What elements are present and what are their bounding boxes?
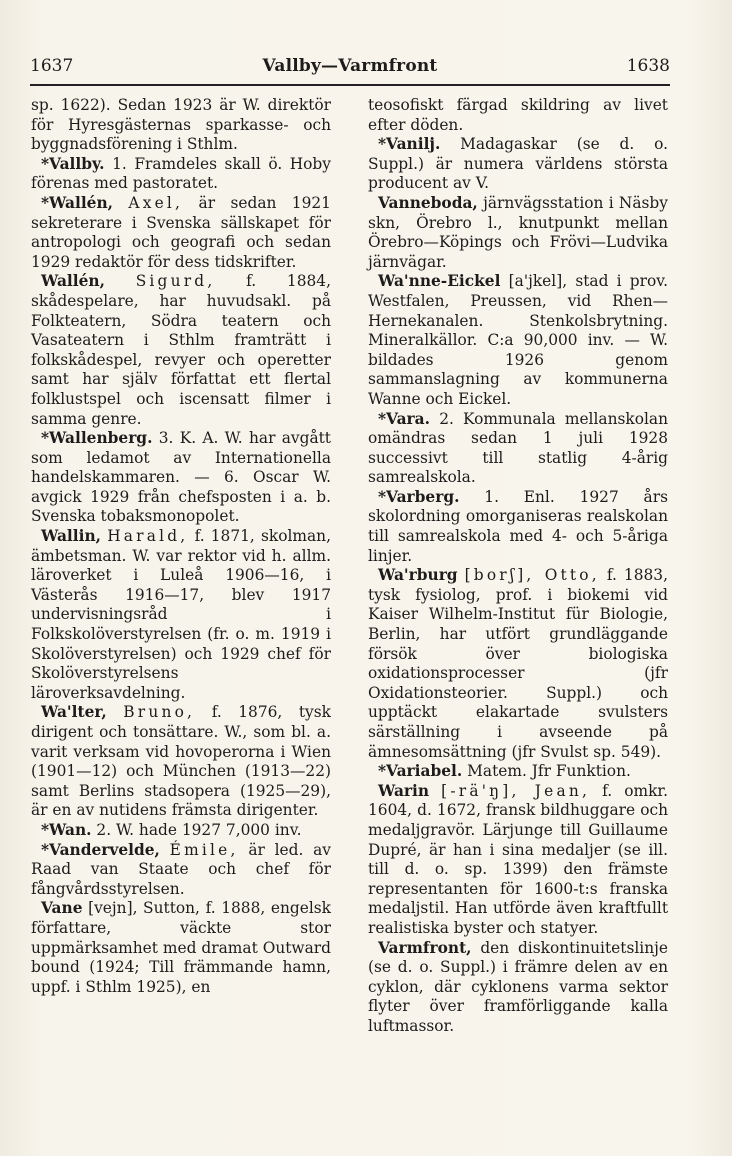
entry-text: är led. av Raad van Staate och chef för fångvårdsstyrelsen. [31, 840, 331, 898]
entry-forename: Sigurd, [135, 272, 216, 291]
entry [31, 194, 331, 272]
entry-text: f. 1883, tysk fysiolog, prof. i biokemi vid Kaiser Wilhelm-Institut für Biologie, Berlin, har utfört grundläggande försök över biologiska oxidationsprocesser (jfr Oxidationsteorier. Suppl.) och upptäckt elakartade svulsters särställning i avseende på ämnesomsättning (jfr Svulst sp. 549). [368, 566, 668, 761]
entry-text: Madagaskar (se d. o. Suppl.) är numera världens största producent av V. [368, 135, 668, 193]
entry [368, 488, 668, 566]
entry-text: f. 1888, engelsk författare, väckte stor uppmärksamhet med dramat Outward bound (1924; Till främmande hamn, uppf. i Sthlm 1925), en [31, 899, 331, 996]
left-column [31, 96, 331, 997]
entry [368, 410, 668, 488]
entry-text: teosofiskt färgad skildring av livet efter döden. [368, 96, 668, 134]
entry-forename: [vejn], Sutton, [88, 899, 200, 918]
entry [31, 96, 331, 155]
entry-forename: Axel, [128, 193, 184, 212]
entry-text: 2. Kommunala mellanskolan omändras sedan 1 juli 1928 successivt till statlig 4-årig samrealskola. [368, 409, 668, 487]
entry-forename: Bruno, [123, 703, 196, 722]
entry-headword: Varmfront, [378, 938, 472, 957]
entry-headword: *Vandervelde, [41, 840, 160, 859]
entry-forename: [borʃ], Otto, [464, 566, 600, 585]
entry-text: f. 1884, skådespelare, har huvudsakl. på Folkteatern, Södra teatern och Vasateatern i Sthlm framträtt i folkskådespel, revyer och operetter samt har själv författat ett flertal folklustspel och iscensatt filmer i samma genre. [31, 272, 331, 428]
entry-forename: Émile, [169, 840, 239, 859]
entry-text: järnvägsstation i Näsby skn, Örebro l., knutpunkt mellan Örebro—Köpings och Frövi—Ludvika järnvägar. [368, 193, 668, 271]
entry-text: 3. K. A. W. har avgått som ledamot av Internationella handelskammaren. — 6. Oscar W. avgick 1929 från chefsposten i a. b. Svenska tobaksmonopolet. [31, 429, 331, 526]
entry-text: 1. Enl. 1927 års skolordning omorganiseras realskolan till samrealskola med 4- och 5-åriga linjer. [368, 487, 668, 565]
entry-text: f. 1876, tysk dirigent och tonsättare. W., som bl. a. varit verksam vid hovoperorna i Wien (1901—12) och München (1913—22) samt Berlins stadsopera (1925—29), är en av nutidens främsta dirigenter. [31, 703, 331, 820]
entry-headword: Wa'lter, [41, 703, 107, 722]
right-column [368, 96, 668, 1037]
entry [31, 899, 331, 997]
entry-headword: Vane [41, 899, 83, 918]
entry [31, 841, 331, 900]
entry [368, 96, 668, 135]
entry [31, 429, 331, 527]
page-header [30, 56, 670, 86]
entry-text: den diskontinuitetslinje (se d. o. Suppl.) i främre delen av en cyklon, där cyklonens varma sektor flyter över framförliggande kalla luftmassor. [368, 938, 668, 1035]
entry-headword: Wallin, [41, 527, 102, 546]
entry-headword: Wa'nne-Eickel [378, 272, 501, 291]
entry-text: sp. 1622). Sedan 1923 är W. direktör för Hyresgästernas sparkasse- och byggnadsförening i Sthlm. [31, 96, 331, 154]
entry-headword: Wa'rburg [378, 566, 458, 585]
entry-headword: *Vara. [378, 409, 430, 428]
running-title: Vallby—Varmfront [262, 56, 438, 76]
entry [31, 272, 331, 429]
entry [368, 194, 668, 272]
entry [31, 527, 331, 703]
entry [31, 821, 331, 841]
left-page-number: 1637 [30, 56, 74, 76]
entry-text: är sedan 1921 sekreterare i Svenska sällskapet för antropologi och geografi och sedan 1929 redaktör för dess tidskrifter. [31, 193, 331, 271]
entry-headword: *Variabel. [378, 762, 463, 781]
entry [368, 566, 668, 762]
entry-text: f. omkr. 1604, d. 1672, fransk bildhuggare och medaljgravör. Lärjunge till Guillaume Dupré, är han i sina medaljer (se ill. till d. o. sp. 1399) den främste representanten för 1600-t:s franska medaljstil. Han utförde även kraftfullt realistiska byster och statyer. [368, 781, 668, 937]
entry-headword: *Vallby. [41, 154, 105, 173]
entry [31, 155, 331, 194]
entry-headword: *Varberg. [378, 487, 460, 506]
entry [368, 939, 668, 1037]
entry-text: 1. Framdeles skall ö. Hoby förenas med pastoratet. [31, 154, 331, 193]
entry-forename: Harald, [107, 527, 189, 546]
entry-headword: *Vanilj. [378, 135, 441, 154]
entry-headword: Vanneboda, [378, 193, 478, 212]
entry-forename: [-rä'ŋ], Jean, [441, 781, 591, 800]
entry-text: f. 1871, skolman, ämbetsman. W. var rektor vid h. allm. läroverket i Luleå 1906—16, i Västerås 1916—17, blev 1917 undervisningsråd i Folkskolöverstyrelsen (fr. o. m. 1919 i Skolöverstyrelsen) och 1929 chef för Skolöverstyrelsens läroverksavdelning. [31, 527, 331, 702]
entry [368, 762, 668, 782]
entry-text: [a'jkel], stad i prov. Westfalen, Preussen, vid Rhen—Hernekanalen. Stenkolsbrytning. Mineralkällor. C:a 90,000 inv. — W. bildades 1926 genom sammanslagning av kommunerna Wanne och Eickel. [368, 272, 668, 408]
entry-text: Matem. Jfr Funktion. [467, 762, 631, 781]
entry [31, 703, 331, 821]
entry-headword: Wallén, [41, 272, 105, 291]
right-page-number: 1638 [626, 56, 670, 76]
entry-headword: *Wan. [41, 820, 92, 839]
entry [368, 272, 668, 409]
entry-headword: Warin [378, 781, 430, 800]
entry-headword: *Wallén, [41, 193, 113, 212]
entry-headword: *Wallenberg. [41, 429, 153, 448]
entry [368, 782, 668, 939]
entry-text: 2. W. hade 1927 7,000 inv. [96, 820, 302, 839]
entry [368, 135, 668, 194]
